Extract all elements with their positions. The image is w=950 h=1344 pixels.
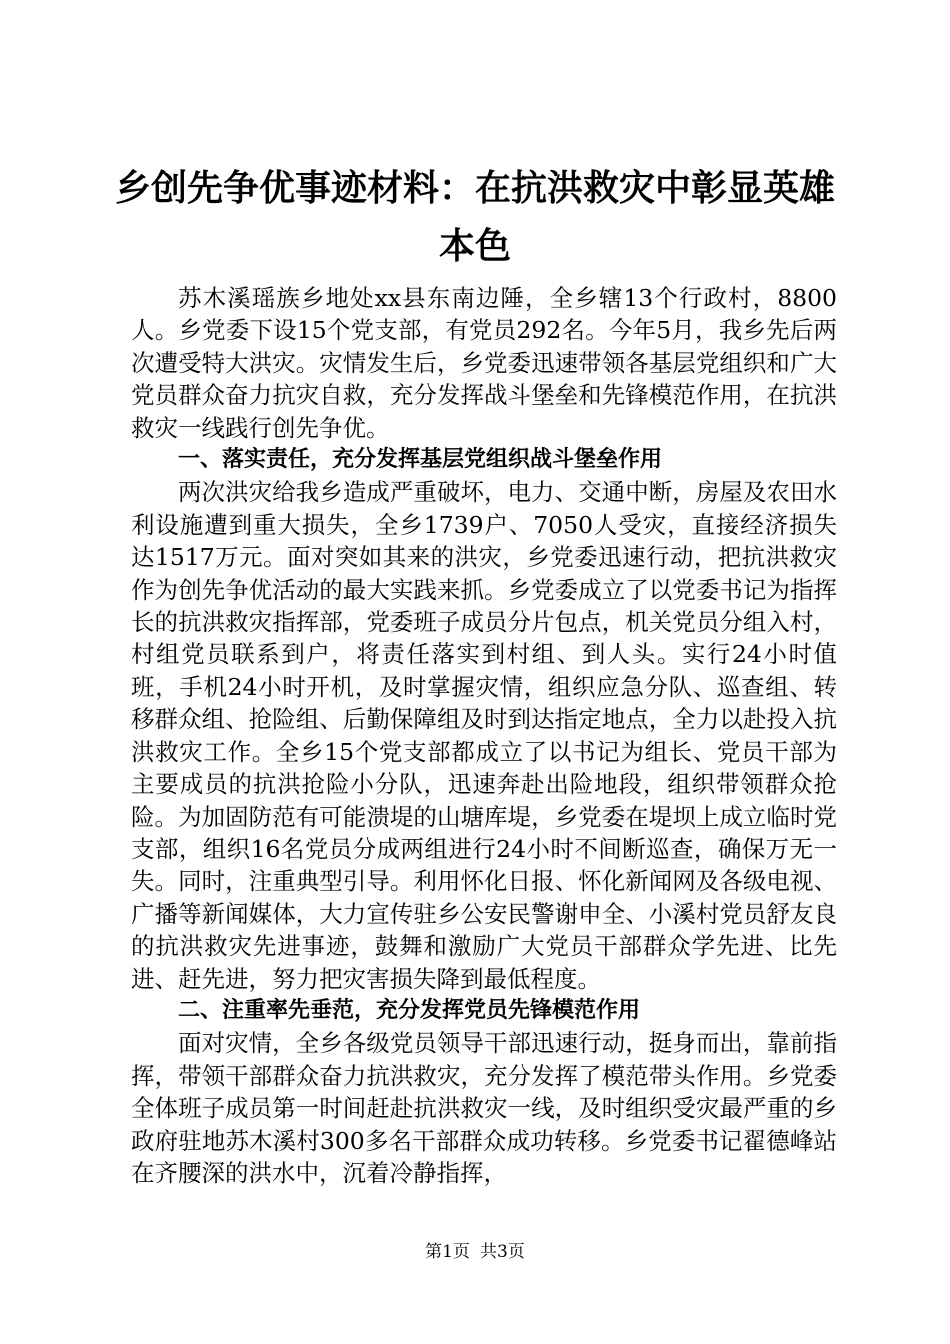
title-line-2: 本色 (438, 226, 511, 267)
page-number: 第1页 (425, 1242, 470, 1262)
page-total: 共3页 (480, 1242, 525, 1262)
paragraph-intro: 苏木溪瑶族乡地处xx县东南边陲，全乡辖13个行政村，8800人。乡党委下设15个党支部，有党员292名。今年5月，我乡先后两次遭受特大洪灾。灾情发生后，乡党委迅速带领各基层党组织和广大党员群众奋力抗灾自救，充分发挥战斗堡垒和先锋模范作用，在抗洪救灾一线践行创先争优。 (131, 284, 837, 442)
section-heading-1: 一、落实责任，充分发挥基层党组织战斗堡垒作用 (178, 447, 663, 473)
document-title (100, 160, 850, 276)
paragraph-section-2: 面对灾情，全乡各级党员领导干部迅速行动，挺身而出，靠前指挥，带领干部群众奋力抗洪救灾，充分发挥了模范带头作用。乡党委全体班子成员第一时间赶赴抗洪救灾一线，及时组织受灾最严重的乡政府驻地苏木溪村300多名干部群众成功转移。乡党委书记翟德峰站在齐腰深的洪水中，沉着冷静指挥， (131, 1029, 837, 1187)
section-heading-2: 二、注重率先垂范，充分发挥党员先锋模范作用 (178, 997, 641, 1023)
page-footer (0, 1240, 950, 1264)
paragraph-section-1: 两次洪灾给我乡造成严重破坏，电力、交通中断，房屋及农田水利设施遭到重大损失，全乡1739户、7050人受灾，直接经济损失达1517万元。面对突如其来的洪灾，乡党委迅速行动，把抗洪救灾作为创先争优活动的最大实践来抓。乡党委成立了以党委书记为指挥长的抗洪救灾指挥部，党委班子成员分片包点，机关党员分组入村，村组党员联系到户，将责任落实到村组、到人头。实行24小时值班，手机24小时开机，及时掌握灾情，组织应急分队、巡查组、转移群众组、抢险组、后勤保障组及时到达指定地点，全力以赴投入抗洪救灾工作。全乡15个党支部都成立了以书记为组长、党员干部为主要成员的抗洪抢险小分队，迅速奔赴出险地段，组织带领群众抢险。为加固防范有可能溃堤的山塘库堤，乡党委在堤坝上成立临时党支部，组织16名党员分成两组进行24小时不间断巡查，确保万无一失。同时，注重典型引导。利用怀化日报、怀化新闻网及各级电视、广播等新闻媒体，大力宣传驻乡公安民警谢申全、小溪村党员舒友良的抗洪救灾先进事迹，鼓舞和激励广大党员干部群众学先进、比先进、赶先进，努力把灾害损失降到最低程度。 (131, 478, 837, 993)
title-line-1: 乡创先争优事迹材料：在抗洪救灾中彰显英雄 (114, 168, 835, 209)
document-body (131, 282, 837, 1189)
